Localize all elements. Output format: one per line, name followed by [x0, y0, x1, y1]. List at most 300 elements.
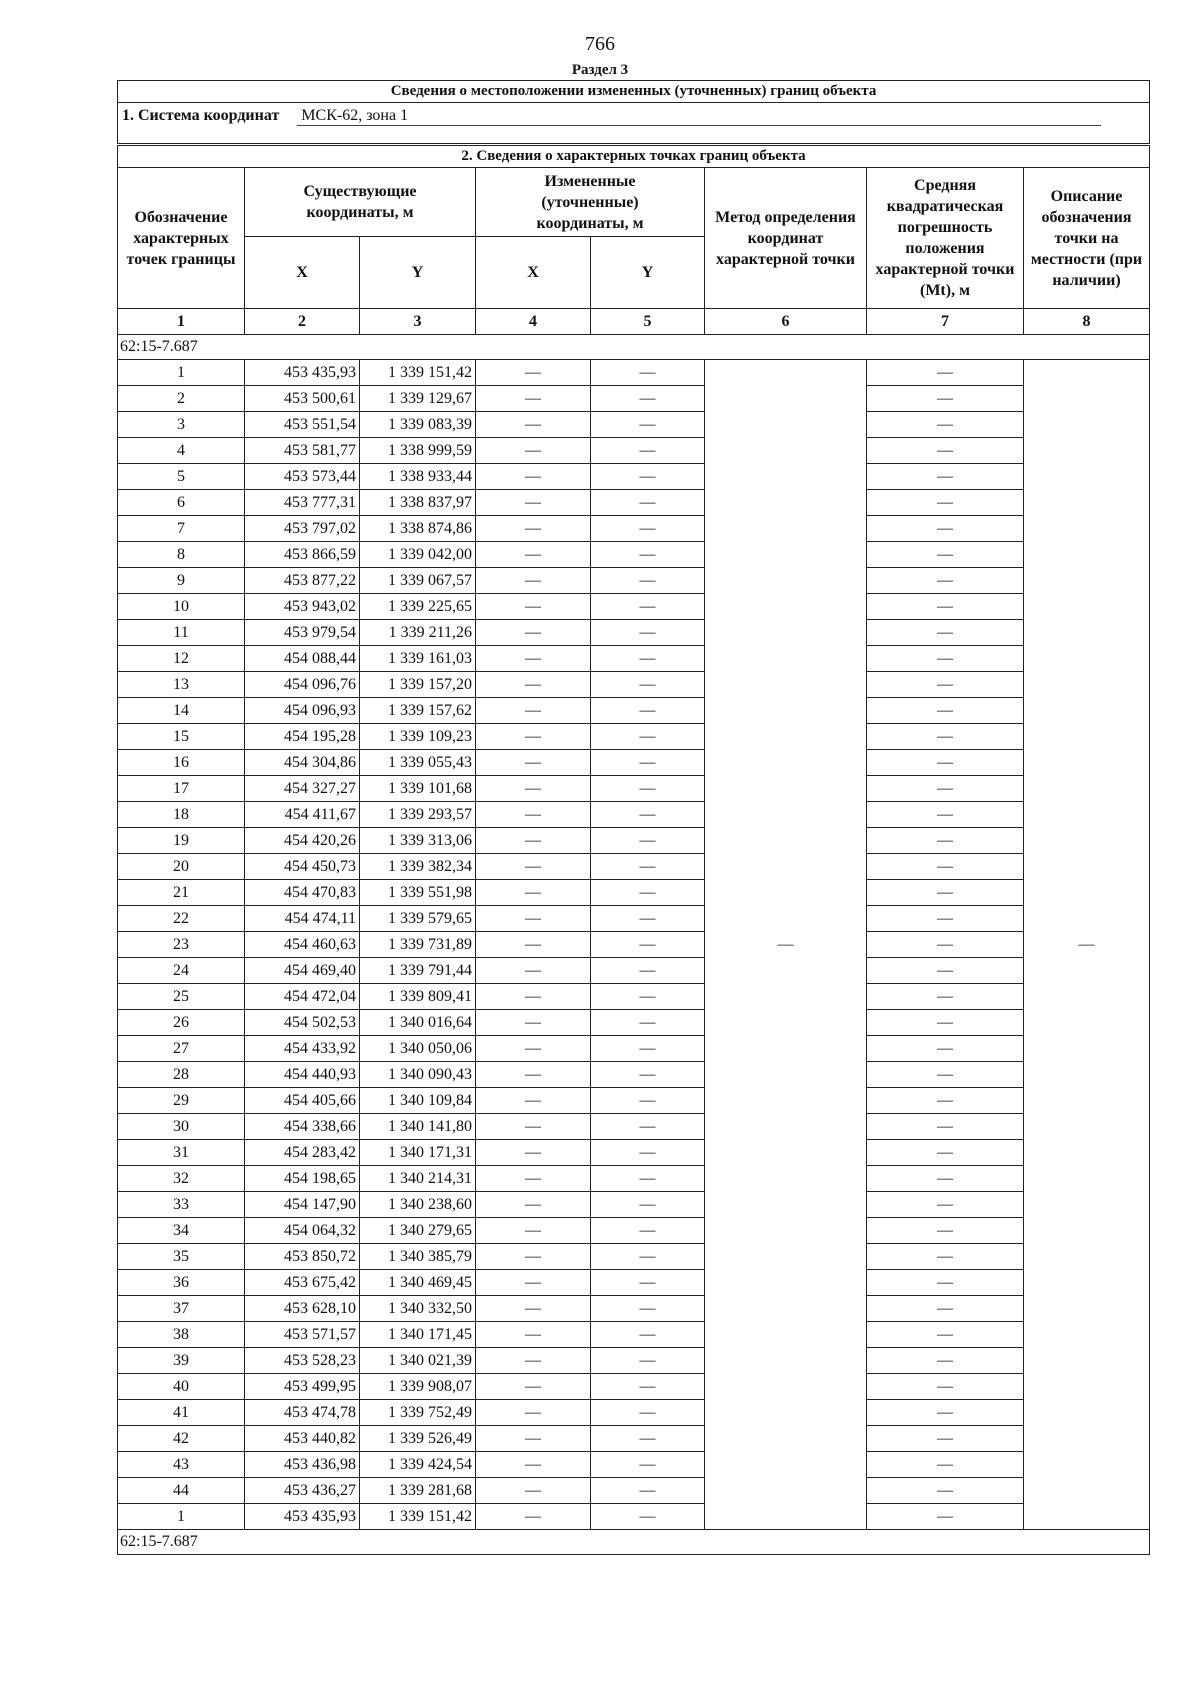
- mt-value: —: [867, 1426, 1024, 1452]
- table-row: [118, 1140, 1150, 1166]
- changed-y: —: [591, 568, 705, 594]
- changed-y: —: [591, 620, 705, 646]
- header-mt: Средняя квадратическая погрешность положения характерной точки (Mt), м: [867, 168, 1024, 309]
- changed-x: —: [476, 568, 591, 594]
- changed-x: —: [476, 672, 591, 698]
- changed-y: —: [591, 1348, 705, 1374]
- existing-x: 454 405,66: [245, 1088, 360, 1114]
- point-number: 20: [118, 854, 245, 880]
- changed-x: —: [476, 1140, 591, 1166]
- point-number: 34: [118, 1218, 245, 1244]
- existing-x: 453 850,72: [245, 1244, 360, 1270]
- existing-x: 453 628,10: [245, 1296, 360, 1322]
- point-number: 28: [118, 1062, 245, 1088]
- table-row: [118, 620, 1150, 646]
- cadastral-number-top: 62:15-7.687: [118, 335, 1150, 360]
- mt-value: —: [867, 568, 1024, 594]
- changed-y: —: [591, 1504, 705, 1530]
- existing-x: 453 551,54: [245, 412, 360, 438]
- existing-y: 1 339 157,62: [360, 698, 476, 724]
- changed-y: —: [591, 1426, 705, 1452]
- changed-x: —: [476, 1426, 591, 1452]
- changed-y: —: [591, 802, 705, 828]
- header-changed-coords: Измененные (уточненные) координаты, м: [476, 168, 705, 237]
- mt-value: —: [867, 1218, 1024, 1244]
- existing-y: 1 339 752,49: [360, 1400, 476, 1426]
- table-row: [118, 386, 1150, 412]
- changed-x: —: [476, 516, 591, 542]
- point-number: 14: [118, 698, 245, 724]
- table-row: [118, 1478, 1150, 1504]
- changed-x: —: [476, 1452, 591, 1478]
- changed-x: —: [476, 1218, 591, 1244]
- existing-y: 1 339 382,34: [360, 854, 476, 880]
- changed-x: —: [476, 906, 591, 932]
- changed-y: —: [591, 646, 705, 672]
- changed-y: —: [591, 1218, 705, 1244]
- changed-y: —: [591, 516, 705, 542]
- description-cell: —: [1024, 360, 1150, 1530]
- table-row: [118, 932, 1150, 958]
- changed-x: —: [476, 594, 591, 620]
- existing-x: 453 979,54: [245, 620, 360, 646]
- existing-x: 454 304,86: [245, 750, 360, 776]
- table-row: [118, 1166, 1150, 1192]
- table-row: [118, 646, 1150, 672]
- changed-y: —: [591, 1192, 705, 1218]
- changed-x: —: [476, 1374, 591, 1400]
- changed-x: —: [476, 1478, 591, 1504]
- mt-value: —: [867, 464, 1024, 490]
- table-row: [118, 854, 1150, 880]
- changed-y: —: [591, 438, 705, 464]
- mt-value: —: [867, 932, 1024, 958]
- point-number: 8: [118, 542, 245, 568]
- table-row: [118, 776, 1150, 802]
- existing-x: 454 088,44: [245, 646, 360, 672]
- changed-x: —: [476, 1504, 591, 1530]
- changed-y: —: [591, 1088, 705, 1114]
- changed-x: —: [476, 880, 591, 906]
- changed-y: —: [591, 1114, 705, 1140]
- method-cell: —: [705, 360, 867, 1530]
- mt-value: —: [867, 1140, 1024, 1166]
- table-row: [118, 490, 1150, 516]
- existing-y: 1 339 151,42: [360, 1504, 476, 1530]
- header-x-changed: X: [476, 237, 591, 309]
- point-number: 29: [118, 1088, 245, 1114]
- changed-x: —: [476, 646, 591, 672]
- changed-x: —: [476, 464, 591, 490]
- existing-x: 454 195,28: [245, 724, 360, 750]
- changed-x: —: [476, 776, 591, 802]
- changed-y: —: [591, 1166, 705, 1192]
- point-number: 17: [118, 776, 245, 802]
- table-row: [118, 1062, 1150, 1088]
- existing-x: 453 943,02: [245, 594, 360, 620]
- changed-y: —: [591, 724, 705, 750]
- existing-y: 1 339 225,65: [360, 594, 476, 620]
- changed-x: —: [476, 360, 591, 386]
- point-number: 38: [118, 1322, 245, 1348]
- header-y-existing: Y: [360, 237, 476, 309]
- existing-x: 454 420,26: [245, 828, 360, 854]
- mt-value: —: [867, 1504, 1024, 1530]
- mt-value: —: [867, 880, 1024, 906]
- table-row: [118, 1244, 1150, 1270]
- changed-x: —: [476, 802, 591, 828]
- changed-y: —: [591, 1374, 705, 1400]
- mt-value: —: [867, 438, 1024, 464]
- table-row: [118, 1010, 1150, 1036]
- mt-value: —: [867, 646, 1024, 672]
- existing-y: 1 340 141,80: [360, 1114, 476, 1140]
- changed-x: —: [476, 490, 591, 516]
- point-number: 27: [118, 1036, 245, 1062]
- table-row: [118, 1322, 1150, 1348]
- point-number: 40: [118, 1374, 245, 1400]
- existing-y: 1 340 090,43: [360, 1062, 476, 1088]
- column-number: 3: [360, 309, 476, 335]
- boundary-table: [117, 80, 1150, 1555]
- table-row: [118, 412, 1150, 438]
- existing-y: 1 340 050,06: [360, 1036, 476, 1062]
- page-number: 766: [585, 33, 615, 55]
- existing-x: 453 877,22: [245, 568, 360, 594]
- existing-x: 453 440,82: [245, 1426, 360, 1452]
- existing-x: 454 283,42: [245, 1140, 360, 1166]
- mt-value: —: [867, 1322, 1024, 1348]
- table-row: [118, 1192, 1150, 1218]
- column-number: 7: [867, 309, 1024, 335]
- point-number: 31: [118, 1140, 245, 1166]
- changed-x: —: [476, 1400, 591, 1426]
- changed-y: —: [591, 880, 705, 906]
- table-row: [118, 1088, 1150, 1114]
- mt-value: —: [867, 360, 1024, 386]
- existing-y: 1 339 551,98: [360, 880, 476, 906]
- existing-y: 1 340 214,31: [360, 1166, 476, 1192]
- existing-x: 453 436,98: [245, 1452, 360, 1478]
- table-row: [118, 360, 1150, 386]
- column-number: 1: [118, 309, 245, 335]
- table-row: [118, 464, 1150, 490]
- existing-y: 1 340 332,50: [360, 1296, 476, 1322]
- point-number: 10: [118, 594, 245, 620]
- mt-value: —: [867, 1062, 1024, 1088]
- table-row: [118, 1452, 1150, 1478]
- existing-y: 1 338 999,59: [360, 438, 476, 464]
- existing-x: 454 472,04: [245, 984, 360, 1010]
- mt-value: —: [867, 1114, 1024, 1140]
- header-y-changed: Y: [591, 237, 705, 309]
- existing-x: 454 327,27: [245, 776, 360, 802]
- table-row: [118, 698, 1150, 724]
- mt-value: —: [867, 802, 1024, 828]
- point-number: 25: [118, 984, 245, 1010]
- changed-y: —: [591, 984, 705, 1010]
- existing-y: 1 339 211,26: [360, 620, 476, 646]
- existing-x: 454 096,76: [245, 672, 360, 698]
- changed-y: —: [591, 1036, 705, 1062]
- mt-value: —: [867, 594, 1024, 620]
- existing-x: 453 528,23: [245, 1348, 360, 1374]
- existing-x: 454 198,65: [245, 1166, 360, 1192]
- existing-x: 454 411,67: [245, 802, 360, 828]
- point-number: 9: [118, 568, 245, 594]
- existing-x: 453 500,61: [245, 386, 360, 412]
- existing-y: 1 339 101,68: [360, 776, 476, 802]
- changed-x: —: [476, 542, 591, 568]
- changed-x: —: [476, 1296, 591, 1322]
- table-row: [118, 1504, 1150, 1530]
- existing-y: 1 339 424,54: [360, 1452, 476, 1478]
- existing-x: 453 573,44: [245, 464, 360, 490]
- changed-y: —: [591, 698, 705, 724]
- existing-y: 1 339 791,44: [360, 958, 476, 984]
- changed-y: —: [591, 854, 705, 880]
- changed-x: —: [476, 438, 591, 464]
- table-row: [118, 672, 1150, 698]
- existing-x: 453 777,31: [245, 490, 360, 516]
- point-number: 26: [118, 1010, 245, 1036]
- header-point-designation: Обозначение характерных точек границы: [118, 168, 245, 309]
- changed-y: —: [591, 1478, 705, 1504]
- changed-x: —: [476, 932, 591, 958]
- existing-y: 1 338 874,86: [360, 516, 476, 542]
- changed-x: —: [476, 750, 591, 776]
- existing-x: 453 435,93: [245, 360, 360, 386]
- mt-value: —: [867, 412, 1024, 438]
- existing-x: 453 797,02: [245, 516, 360, 542]
- changed-y: —: [591, 1062, 705, 1088]
- existing-y: 1 339 151,42: [360, 360, 476, 386]
- table-row: [118, 568, 1150, 594]
- existing-x: 453 581,77: [245, 438, 360, 464]
- table-row: [118, 828, 1150, 854]
- header-method: Метод определения координат характерной точки: [705, 168, 867, 309]
- table-row: [118, 906, 1150, 932]
- existing-y: 1 340 171,31: [360, 1140, 476, 1166]
- point-number: 24: [118, 958, 245, 984]
- mt-value: —: [867, 1166, 1024, 1192]
- column-number: 8: [1024, 309, 1150, 335]
- mt-value: —: [867, 516, 1024, 542]
- table-row: [118, 1400, 1150, 1426]
- mt-value: —: [867, 1088, 1024, 1114]
- point-number: 12: [118, 646, 245, 672]
- existing-x: 454 147,90: [245, 1192, 360, 1218]
- existing-y: 1 339 042,00: [360, 542, 476, 568]
- existing-x: 454 460,63: [245, 932, 360, 958]
- changed-y: —: [591, 1452, 705, 1478]
- existing-y: 1 340 279,65: [360, 1218, 476, 1244]
- mt-value: —: [867, 776, 1024, 802]
- mt-value: —: [867, 958, 1024, 984]
- mt-value: —: [867, 750, 1024, 776]
- changed-x: —: [476, 1270, 591, 1296]
- mt-value: —: [867, 490, 1024, 516]
- existing-y: 1 338 837,97: [360, 490, 476, 516]
- table-row: [118, 1348, 1150, 1374]
- changed-x: —: [476, 1062, 591, 1088]
- table-row: [118, 1036, 1150, 1062]
- existing-y: 1 339 109,23: [360, 724, 476, 750]
- point-number: 11: [118, 620, 245, 646]
- existing-x: 454 502,53: [245, 1010, 360, 1036]
- changed-y: —: [591, 542, 705, 568]
- changed-y: —: [591, 360, 705, 386]
- existing-x: 453 675,42: [245, 1270, 360, 1296]
- mt-value: —: [867, 906, 1024, 932]
- table-row: [118, 516, 1150, 542]
- column-number: 2: [245, 309, 360, 335]
- changed-y: —: [591, 490, 705, 516]
- point-number: 44: [118, 1478, 245, 1504]
- table-row: [118, 724, 1150, 750]
- point-number: 4: [118, 438, 245, 464]
- coordinate-system-value: МСК-62, зона 1: [297, 107, 1101, 126]
- changed-y: —: [591, 1270, 705, 1296]
- table-row: [118, 1270, 1150, 1296]
- changed-y: —: [591, 750, 705, 776]
- changed-x: —: [476, 620, 591, 646]
- mt-value: —: [867, 1296, 1024, 1322]
- existing-x: 454 338,66: [245, 1114, 360, 1140]
- table-row: [118, 542, 1150, 568]
- point-number: 33: [118, 1192, 245, 1218]
- point-number: 18: [118, 802, 245, 828]
- changed-x: —: [476, 828, 591, 854]
- table-row: [118, 1426, 1150, 1452]
- existing-x: 454 470,83: [245, 880, 360, 906]
- mt-value: —: [867, 724, 1024, 750]
- changed-x: —: [476, 386, 591, 412]
- changed-y: —: [591, 1010, 705, 1036]
- point-number: 43: [118, 1452, 245, 1478]
- changed-y: —: [591, 412, 705, 438]
- column-number: 6: [705, 309, 867, 335]
- point-number: 35: [118, 1244, 245, 1270]
- header-x-existing: X: [245, 237, 360, 309]
- point-number: 1: [118, 1504, 245, 1530]
- changed-x: —: [476, 854, 591, 880]
- changed-y: —: [591, 594, 705, 620]
- changed-y: —: [591, 776, 705, 802]
- point-number: 30: [118, 1114, 245, 1140]
- point-number: 22: [118, 906, 245, 932]
- existing-x: 453 866,59: [245, 542, 360, 568]
- table-row: [118, 1296, 1150, 1322]
- mt-value: —: [867, 1244, 1024, 1270]
- table-row: [118, 438, 1150, 464]
- mt-value: —: [867, 854, 1024, 880]
- mt-value: —: [867, 386, 1024, 412]
- mt-value: —: [867, 1036, 1024, 1062]
- changed-y: —: [591, 906, 705, 932]
- existing-x: 453 435,93: [245, 1504, 360, 1530]
- changed-x: —: [476, 1088, 591, 1114]
- changed-x: —: [476, 1166, 591, 1192]
- existing-x: 454 450,73: [245, 854, 360, 880]
- changed-y: —: [591, 1296, 705, 1322]
- changed-y: —: [591, 1244, 705, 1270]
- existing-y: 1 339 313,06: [360, 828, 476, 854]
- point-number: 5: [118, 464, 245, 490]
- existing-y: 1 339 129,67: [360, 386, 476, 412]
- existing-y: 1 339 281,68: [360, 1478, 476, 1504]
- mt-value: —: [867, 1270, 1024, 1296]
- point-number: 37: [118, 1296, 245, 1322]
- point-number: 23: [118, 932, 245, 958]
- point-number: 2: [118, 386, 245, 412]
- changed-x: —: [476, 412, 591, 438]
- existing-y: 1 339 526,49: [360, 1426, 476, 1452]
- mt-value: —: [867, 1010, 1024, 1036]
- table-row: [118, 958, 1150, 984]
- changed-y: —: [591, 386, 705, 412]
- changed-y: —: [591, 828, 705, 854]
- point-number: 3: [118, 412, 245, 438]
- point-number: 39: [118, 1348, 245, 1374]
- cadastral-number-bottom: 62:15-7.687: [118, 1530, 1150, 1555]
- column-number: 5: [591, 309, 705, 335]
- changed-y: —: [591, 958, 705, 984]
- point-number: 21: [118, 880, 245, 906]
- table-row: [118, 802, 1150, 828]
- changed-x: —: [476, 1322, 591, 1348]
- existing-x: 453 474,78: [245, 1400, 360, 1426]
- point-number: 41: [118, 1400, 245, 1426]
- existing-y: 1 340 238,60: [360, 1192, 476, 1218]
- mt-value: —: [867, 828, 1024, 854]
- header-existing-coords: Существующие координаты, м: [245, 168, 476, 237]
- changed-x: —: [476, 1348, 591, 1374]
- changed-y: —: [591, 464, 705, 490]
- changed-y: —: [591, 672, 705, 698]
- table-row: [118, 1374, 1150, 1400]
- changed-x: —: [476, 1192, 591, 1218]
- existing-y: 1 339 067,57: [360, 568, 476, 594]
- existing-y: 1 340 109,84: [360, 1088, 476, 1114]
- point-number: 36: [118, 1270, 245, 1296]
- mt-value: —: [867, 1478, 1024, 1504]
- column-number: 4: [476, 309, 591, 335]
- mt-value: —: [867, 620, 1024, 646]
- mt-value: —: [867, 1452, 1024, 1478]
- changed-x: —: [476, 1244, 591, 1270]
- existing-y: 1 340 171,45: [360, 1322, 476, 1348]
- existing-y: 1 339 579,65: [360, 906, 476, 932]
- existing-x: 453 436,27: [245, 1478, 360, 1504]
- header-description: Описание обозначения точки на местности (при наличии): [1024, 168, 1150, 309]
- changed-x: —: [476, 958, 591, 984]
- point-number: 15: [118, 724, 245, 750]
- point-number: 1: [118, 360, 245, 386]
- changed-y: —: [591, 1400, 705, 1426]
- table-row: [118, 1218, 1150, 1244]
- changed-y: —: [591, 1140, 705, 1166]
- existing-y: 1 339 293,57: [360, 802, 476, 828]
- coordinate-system-label: 1. Система координат: [122, 107, 280, 124]
- mt-value: —: [867, 984, 1024, 1010]
- table-title: Сведения о местоположении измененных (уточненных) границ объекта: [118, 81, 1150, 103]
- table-row: [118, 984, 1150, 1010]
- existing-x: 454 440,93: [245, 1062, 360, 1088]
- existing-y: 1 338 933,44: [360, 464, 476, 490]
- point-number: 6: [118, 490, 245, 516]
- existing-y: 1 339 157,20: [360, 672, 476, 698]
